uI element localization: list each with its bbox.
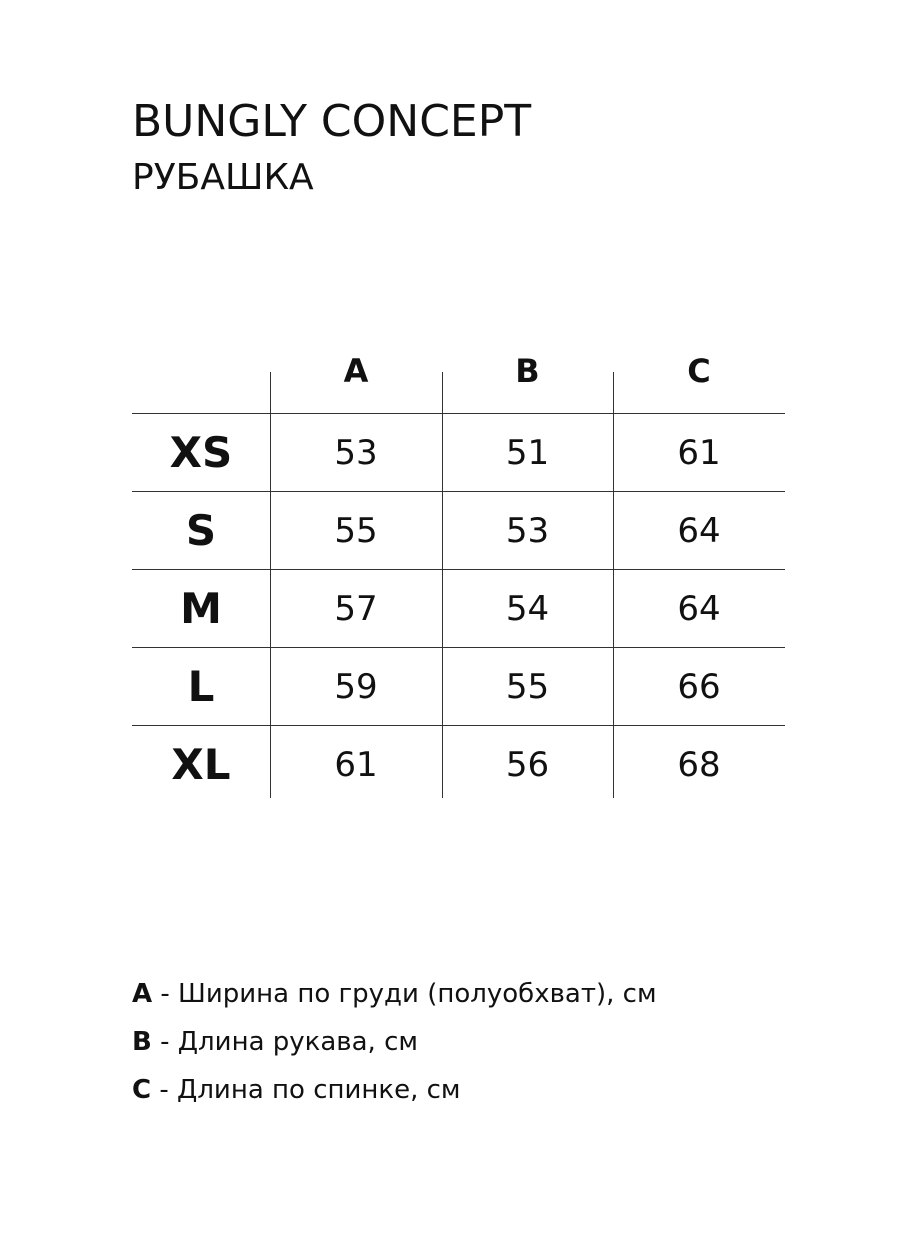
value-b: 56 [505, 744, 550, 785]
value-c: 61 [677, 432, 721, 473]
legend-item [132, 970, 657, 1018]
legend-item [132, 1018, 657, 1066]
legend-item [132, 1066, 657, 1114]
value-a: 53 [334, 432, 378, 473]
table-header-row [132, 340, 785, 414]
value-a: 57 [334, 588, 378, 629]
size-table [132, 340, 785, 803]
legend-text: - Длина рукава, см [151, 1027, 418, 1057]
size-label: S [185, 506, 217, 555]
table-row [132, 414, 785, 492]
legend-text: - Ширина по груди (полуобхват), см [152, 979, 657, 1009]
size-label: XS [169, 428, 233, 477]
column-header-c: C [687, 352, 711, 390]
legend-text: - Длина по спинке, см [151, 1075, 461, 1105]
value-c: 64 [677, 588, 721, 629]
value-b: 53 [505, 510, 550, 551]
value-c: 66 [677, 666, 721, 707]
value-b: 51 [505, 432, 550, 473]
value-b: 54 [505, 588, 550, 629]
size-label: XL [171, 740, 231, 789]
value-a: 59 [334, 666, 378, 707]
value-c: 68 [677, 744, 721, 785]
size-label: M [180, 584, 222, 633]
value-c: 64 [677, 510, 721, 551]
column-header-b: B [515, 352, 540, 390]
legend-key: C [132, 1075, 152, 1105]
legend-key: A [132, 979, 153, 1009]
size-label: L [187, 662, 215, 711]
value-a: 55 [334, 510, 378, 551]
table-row [132, 726, 785, 803]
legend-key: B [132, 1027, 152, 1057]
measurement-legend [132, 970, 657, 1114]
column-header-a: A [343, 352, 369, 390]
table-row [132, 570, 785, 648]
product-title: РУБАШКА [132, 157, 314, 198]
header-corner-cell [132, 340, 270, 413]
table-row [132, 492, 785, 570]
brand-title: BUNGLY CONCEPT [132, 96, 532, 147]
value-b: 55 [505, 666, 550, 707]
value-a: 61 [334, 744, 378, 785]
table-row [132, 648, 785, 726]
